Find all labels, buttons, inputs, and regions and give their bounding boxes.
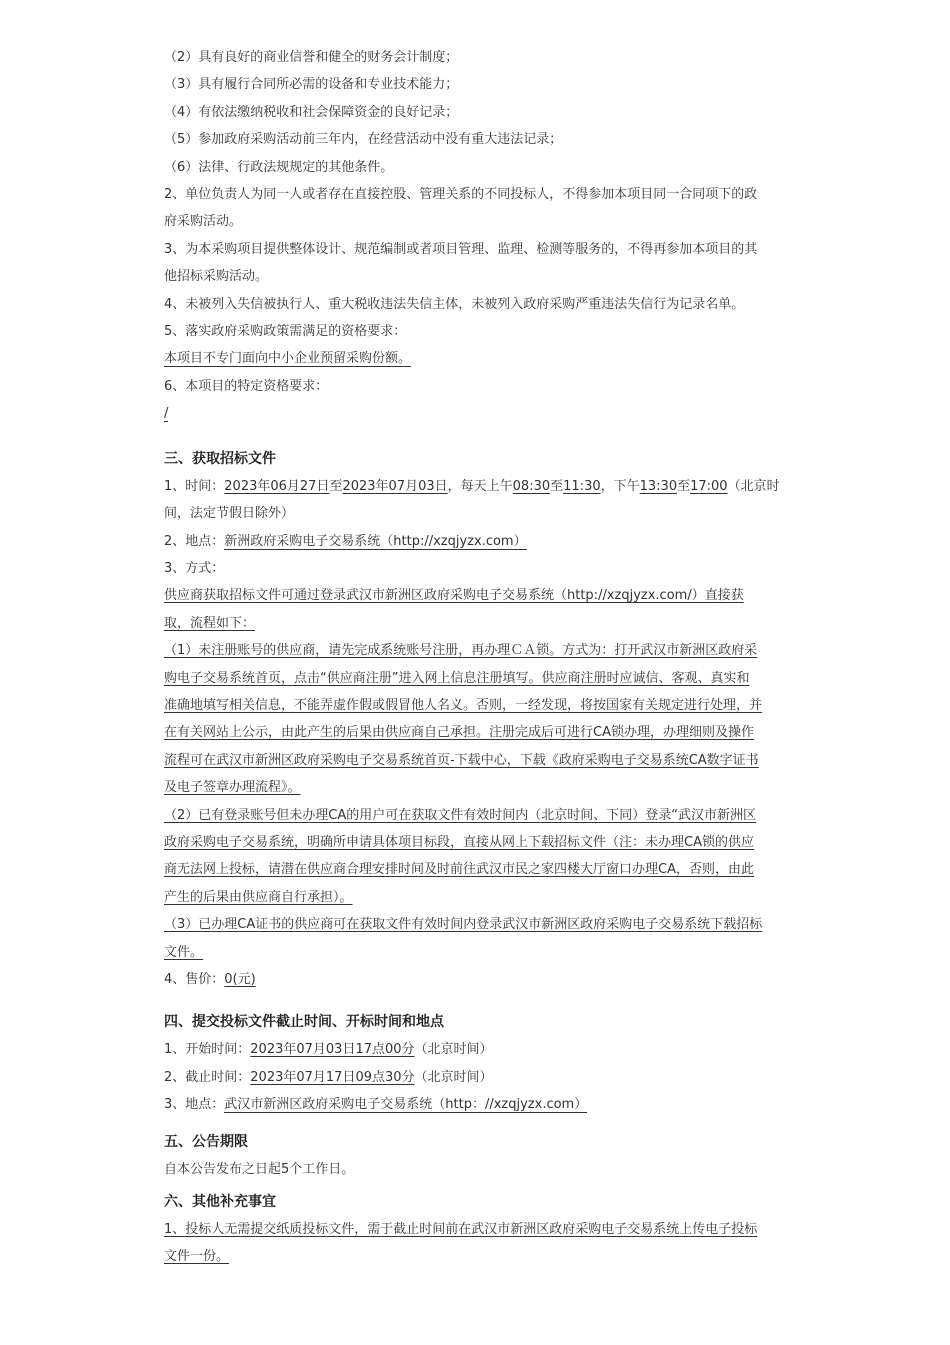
qualification-item-4: （4）有依法缴纳税收和社会保障资金的良好记录； (164, 104, 459, 120)
obtain-price-label: 4、售价： (164, 972, 225, 987)
document-body (164, 44, 800, 1271)
method-p1-line-2: 购电子交易系统首页，点击“供应商注册”进入网上信息注册填写。供应商注册时应诚信、客观、真实和 (164, 670, 750, 686)
method-p2-line-4: 产生的后果由供应商自行承担）。 (164, 889, 353, 905)
requirement-6: 6、本项目的特定资格要求： (164, 378, 329, 394)
section-4-heading: 四、提交投标文件截止时间、开标时间和地点 (164, 1014, 444, 1031)
submit-start-label: 1、开始时间： (164, 1042, 251, 1058)
qualification-item-6: （6）法律、行政法规规定的其他条件。 (164, 159, 394, 175)
obtain-am-end: 11:30 (563, 478, 601, 494)
method-p3-line-2: 文件。 (164, 944, 204, 960)
obtain-pm-end: 17:00 (690, 478, 728, 494)
notice-period-text: 自本公告发布之日起5个工作日。 (164, 1161, 355, 1177)
qualification-item-3: （3）具有履行合同所必需的设备和专业技术能力； (164, 77, 459, 93)
obtain-to-1: 至 (329, 478, 343, 494)
requirement-2-line-1: 2、单位负责人为同一人或者存在直接控股、管理关系的不同投标人，不得参加本项目同一合同项下的政 (164, 187, 758, 203)
obtain-date-end: 2023年07月03日 (342, 478, 448, 494)
supplement-line-2: 文件一份。 (164, 1249, 230, 1265)
submit-place-value: 武汉市新洲区政府采购电子交易系统（http：//xzqjyzx.com） (224, 1097, 588, 1113)
submit-deadline (164, 1064, 800, 1091)
submit-place-label: 3、地点： (164, 1097, 225, 1113)
submit-start-value: 2023年07月03日17点00分 (250, 1042, 415, 1058)
obtain-time-line-2: 间，法定节假日除外） (164, 506, 295, 522)
method-p2-line-2: 政府采购电子交易系统，明确所申请具体项目标段，直接从网上下载招标文件（注：未办理CA锁的供应 (164, 834, 754, 850)
requirement-4: 4、未被列入失信被执行人、重大税收违法失信主体，未被列入政府采购严重违法失信行为记录名单。 (164, 296, 745, 312)
supplement-line-1: 1、投标人无需提交纸质投标文件，需于截止时间前在武汉市新洲区政府采购电子交易系统上传电子投标 (164, 1222, 758, 1238)
submit-deadline-label: 2、截止时间： (164, 1069, 251, 1085)
method-p3-line-1: （3）已办理CA证书的供应商可在获取文件有效时间内登录武汉市新洲区政府采购电子交易系统下载招标 (164, 917, 763, 933)
method-p1-line-4: 在有关网站上公示，由此产生的后果由供应商自己承担。注册完成后可进行CA锁办理，办理细则及操作 (164, 725, 754, 741)
obtain-pm-start: 13:30 (639, 478, 678, 494)
obtain-place (164, 528, 800, 555)
section-5-heading: 五、公告期限 (164, 1133, 248, 1150)
qualification-item-5: （5）参加政府采购活动前三年内，在经营活动中没有重大违法记录； (164, 132, 563, 148)
obtain-time (164, 473, 800, 500)
obtain-price (164, 966, 800, 993)
obtain-to-2: 至 (550, 478, 564, 494)
section-3-heading: 三、获取招标文件 (164, 450, 276, 467)
obtain-place-label: 2、地点： (164, 533, 225, 549)
method-p1-line-1: （1）未注册账号的供应商，请先完成系统账号注册，再办理ＣＡ锁。方式为：打开武汉市新洲区政府采 (164, 643, 758, 659)
requirement-3-line-1: 3、为本采购项目提供整体设计、规范编制或者项目管理、监理、检测等服务的，不得再参加本项目的其 (164, 241, 758, 257)
obtain-price-value: 0(元) (224, 972, 256, 987)
submit-deadline-value: 2023年07月17日09点30分 (250, 1069, 415, 1085)
method-p1-line-5: 流程可在武汉市新洲区政府采购电子交易系统首页-下载中心，下载《政府采购电子交易系统CA数字证书 (164, 752, 759, 768)
obtain-place-value: 新洲政府采购电子交易系统（http://xzqjyzx.com） (224, 533, 527, 549)
requirement-5: 5、落实政府采购政策需满足的资格要求： (164, 324, 407, 340)
method-p2-line-3: 商无法网上投标，请潜在供应商合理安排时间及时前往武汉市民之家四楼大厅窗口办理CA，否则，由此 (164, 862, 754, 878)
obtain-time-label: 1、时间： (164, 478, 225, 494)
submit-start-timezone: （北京时间） (414, 1042, 493, 1058)
requirement-6-value (164, 400, 800, 427)
method-line-2: 取，流程如下： (164, 615, 256, 631)
method-p2-line-1: （2）已有登录账号但未办理CA的用户可在获取文件有效时间内（北京时间、下同）登录“武汉市新洲区 (164, 807, 756, 823)
qualification-item-2: （2）具有良好的商业信誉和健全的财务会计制度； (164, 50, 459, 65)
requirement-5-value (164, 345, 800, 372)
requirement-5-value-text: 本项目不专门面向中小企业预留采购份额。 (164, 351, 412, 367)
obtain-am-start: 08:30 (512, 478, 551, 494)
method-p1-line-6: 及电子签章办理流程》。 (164, 780, 301, 796)
requirement-6-value-text: / (164, 406, 169, 422)
obtain-daily: ，每天上午 (447, 478, 513, 494)
section-6-heading: 六、其他补充事宜 (164, 1194, 276, 1211)
obtain-pm-label: ，下午 (600, 478, 640, 494)
submit-place (164, 1091, 800, 1118)
method-line-1: 供应商获取招标文件可通过登录武汉市新洲区政府采购电子交易系统（http://xzqjyzx.com/）直接获 (164, 588, 744, 604)
requirement-3-line-2: 他招标采购活动。 (164, 269, 269, 285)
requirement-2-line-2: 府采购活动。 (164, 214, 243, 230)
obtain-date-start: 2023年06月27日 (224, 478, 330, 494)
method-p1-line-3: 准确地填写相关信息，不能弄虚作假或假冒他人名义。否则，一经发现，将按国家有关规定进行处理，并 (164, 697, 763, 713)
obtain-to-3: 至 (677, 478, 691, 494)
obtain-method-label: 3、方式： (164, 560, 225, 576)
submit-start-time (164, 1036, 800, 1063)
obtain-timezone: （北京时 (727, 478, 780, 494)
submit-deadline-timezone: （北京时间） (414, 1069, 493, 1085)
